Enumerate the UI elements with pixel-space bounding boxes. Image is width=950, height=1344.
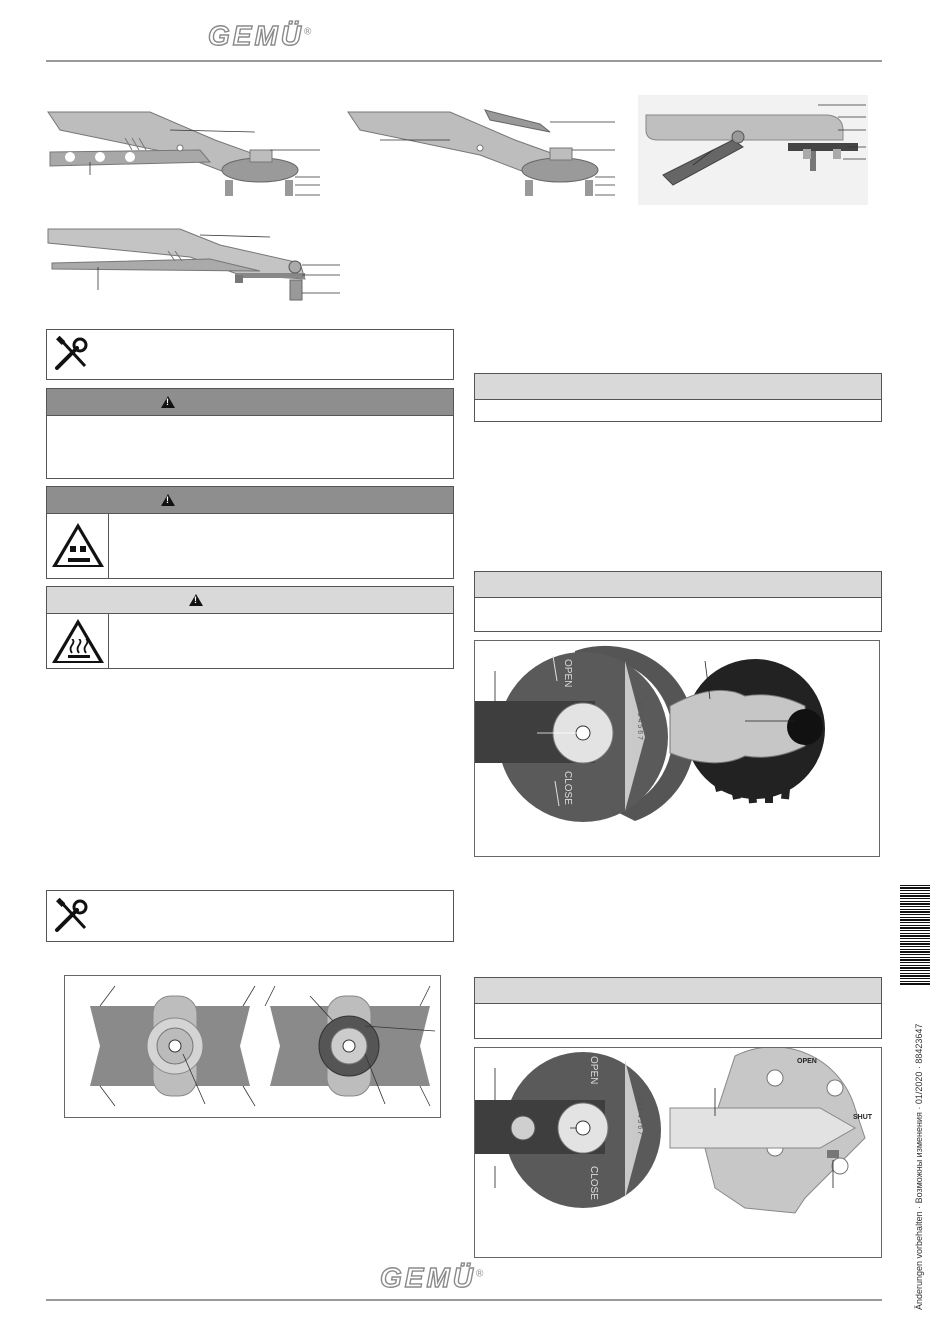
danger-header-bar xyxy=(47,389,453,416)
caution-hot-box xyxy=(46,586,454,669)
footer-logo-reg: ® xyxy=(476,1268,484,1280)
warning-corrosive-box xyxy=(46,486,454,579)
footer-logo xyxy=(380,1262,483,1294)
warning-triangle-icon xyxy=(161,494,175,506)
header-logo-reg: ® xyxy=(304,26,312,38)
header-logo xyxy=(208,20,311,52)
danger-box xyxy=(46,388,454,479)
barcode xyxy=(900,885,930,985)
note-box-1 xyxy=(474,373,882,422)
tools-icon xyxy=(53,336,89,372)
figure-photo-actuator xyxy=(638,95,868,205)
tools-notice-box-2 xyxy=(46,890,454,942)
figure-pipe-valves xyxy=(64,975,441,1118)
warning-header-bar xyxy=(47,487,453,514)
dial-close-label: CLOSE xyxy=(562,771,573,805)
tools-icon xyxy=(53,898,89,934)
dial-drawing-1 xyxy=(475,641,879,856)
dial-drawing-2 xyxy=(475,1048,881,1257)
caution-header-bar xyxy=(47,587,453,614)
note-box-2 xyxy=(474,571,882,632)
note-header-3 xyxy=(475,978,881,1004)
dial-scale-label: 1 2 3 4 5 6 7 xyxy=(636,701,643,740)
note-box-3 xyxy=(474,977,882,1039)
figure-position-indicators-2 xyxy=(474,1047,882,1258)
tools-notice-box xyxy=(46,329,454,380)
dial2-shut-print: SHUT xyxy=(853,1114,873,1121)
dial2-open-label: OPEN xyxy=(588,1056,599,1085)
figure-position-indicators-1 xyxy=(474,640,880,857)
corrosive-symbol xyxy=(66,544,92,564)
dial2-open-print: OPEN xyxy=(797,1058,817,1065)
dial2-scale-label: 1 2 3 4 5 6 7 xyxy=(636,1096,643,1135)
dial2-close-label: CLOSE xyxy=(588,1166,599,1200)
hot-sign-cell xyxy=(47,614,109,668)
figure-hand-lever-2 xyxy=(340,100,620,205)
corrosive-sign-cell xyxy=(47,514,109,578)
figure-hand-lever-3 xyxy=(40,215,345,315)
figure-hand-lever-1 xyxy=(40,100,330,205)
footer-rule xyxy=(46,1299,882,1301)
note-header-2 xyxy=(475,572,881,598)
dial-open-label: OPEN xyxy=(562,659,573,688)
pipe-valve-drawing xyxy=(65,976,440,1117)
header-rule xyxy=(46,60,882,62)
warning-triangle-icon xyxy=(189,594,203,606)
warning-triangle-icon xyxy=(161,396,175,408)
hot-symbol xyxy=(67,639,91,659)
note-header-1 xyxy=(475,374,881,400)
header-logo-text: GEMÜ xyxy=(208,20,304,51)
side-legal-text: Änderungen vorbehalten · Возможны изменения · 01/2020 · 88423647 xyxy=(914,1023,924,1310)
footer-logo-text: GEMÜ xyxy=(380,1262,476,1293)
